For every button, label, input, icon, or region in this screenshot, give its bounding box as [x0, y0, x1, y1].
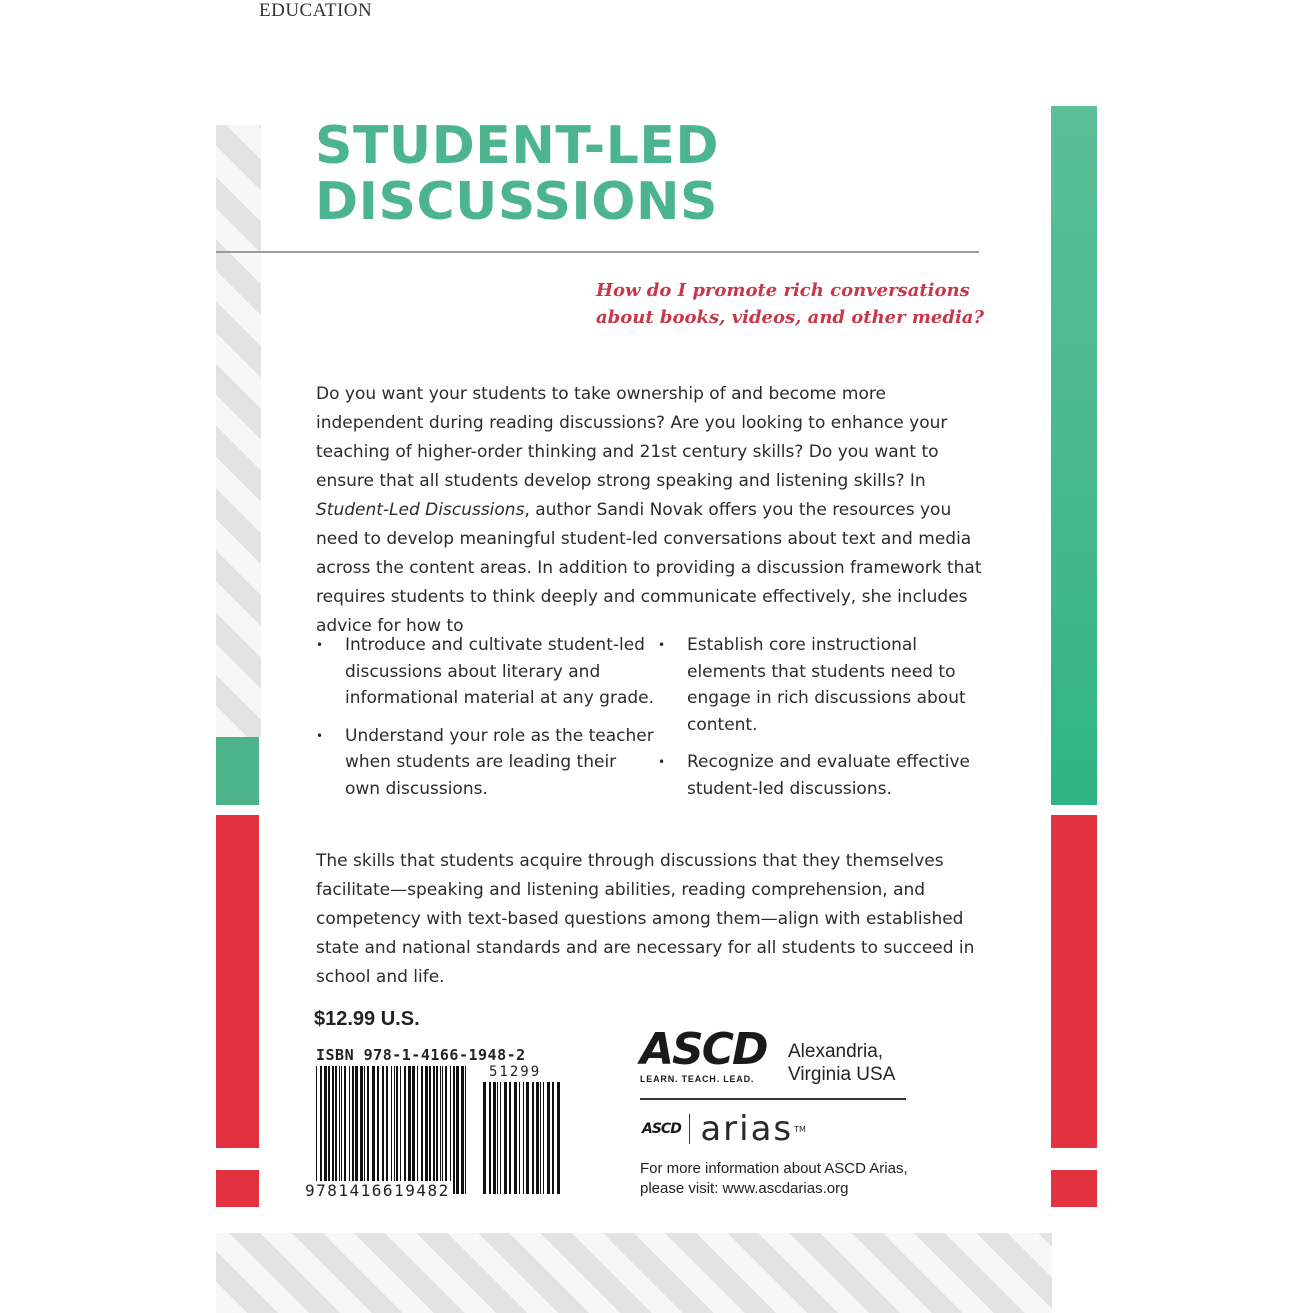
category-label: EDUCATION: [259, 0, 373, 21]
barcode-bar: [500, 1082, 501, 1194]
list-item: • Recognize and evaluate effective student-led discussions.: [658, 749, 998, 802]
tagline-question: [596, 277, 996, 331]
barcode-addon: [483, 1082, 560, 1194]
barcode-bar: [400, 1066, 401, 1194]
right-red-small-block: [1051, 1170, 1097, 1207]
list-item: • Understand your role as the teacher when students are leading their own discussions.: [316, 723, 656, 803]
barcode-bar: [523, 1082, 524, 1194]
list-item: • Establish core instructional elements that students need to engage in rich discussions about content.: [658, 632, 998, 738]
barcode-bar: [453, 1066, 455, 1194]
barcode-bar: [404, 1066, 406, 1194]
list-item: • Introduce and cultivate student-led discussions about literary and informational material at any grade.: [316, 632, 656, 712]
price-label: $12.99 U.S.: [314, 1008, 420, 1030]
bullet-list-left: [316, 632, 656, 813]
barcode-bar: [394, 1066, 395, 1194]
barcode-bar: [386, 1066, 388, 1194]
barcode-bar: [367, 1066, 369, 1194]
arias-logo: [642, 1109, 806, 1149]
arias-trademark: TM: [794, 1124, 806, 1134]
arias-ascd-mark: ASCD: [642, 1121, 681, 1137]
barcode-bar: [332, 1066, 334, 1194]
barcode-bar: [391, 1066, 392, 1194]
barcode-bar: [465, 1066, 466, 1194]
barcode-bar: [483, 1082, 486, 1194]
arias-wordmark: arias: [700, 1109, 794, 1149]
info-line-2: please visit: www.ascdarias.org: [640, 1180, 849, 1197]
bullet-list-right: [658, 632, 998, 813]
right-green-bar: [1051, 106, 1097, 805]
title-line-2: DISCUSSIONS: [315, 172, 718, 232]
question-line-2: about books, videos, and other media?: [596, 307, 985, 328]
barcode-bar: [372, 1066, 375, 1194]
barcode-bar: [339, 1066, 340, 1194]
barcode-main: [316, 1066, 468, 1194]
more-info-text: [640, 1159, 908, 1199]
barcode-bar: [504, 1082, 507, 1194]
logo-divider: [640, 1098, 906, 1100]
barcode-bar: [489, 1082, 491, 1194]
barcode-bar: [450, 1066, 451, 1194]
barcode-bar: [514, 1082, 517, 1194]
barcode-bar: [364, 1066, 365, 1194]
barcode-bar: [497, 1082, 498, 1194]
barcode-bar: [433, 1066, 435, 1194]
barcode-bar: [355, 1066, 358, 1194]
barcode-bar: [417, 1066, 418, 1194]
arias-divider: [689, 1114, 691, 1144]
intro-text-1: Do you want your students to take ownership of and become more independent during reading discussions? Are you looking to enhance your teaching of higher-order thinking and 21st century skills? Do you want to ensure that all students develop strong speaking and listening skills? In: [316, 384, 948, 491]
intro-paragraph: [316, 380, 991, 641]
barcode-bar: [536, 1082, 539, 1194]
barcode-bar: [377, 1066, 379, 1194]
barcode-bar: [493, 1082, 496, 1194]
barcode-bar: [445, 1066, 447, 1194]
ascd-tagline: LEARN. TEACH. LEAD.: [640, 1074, 755, 1084]
barcode-bar: [552, 1082, 554, 1194]
closing-paragraph: The skills that students acquire through discussions that they themselves facilitate—speaking and listening abilities, reading comprehension, and competency with text-based questions among them—align with established state and national standards and are necessary for all students to succeed in school and life.: [316, 851, 975, 987]
title-divider: [216, 251, 979, 253]
question-line-1: How do I promote rich conversations: [596, 280, 970, 301]
left-red-block: [216, 815, 259, 1148]
intro-book-title: Student-Led Discussions: [316, 500, 525, 520]
barcode-bar: [509, 1082, 511, 1194]
left-red-small-block: [216, 1170, 259, 1207]
ascd-logo: [640, 1024, 767, 1084]
barcode-bar: [335, 1066, 337, 1194]
barcode-bar: [526, 1082, 529, 1194]
publisher-location: [788, 1040, 895, 1086]
barcode-bar: [425, 1066, 428, 1194]
barcode-bar: [324, 1066, 327, 1194]
barcode-bar: [461, 1066, 464, 1194]
barcode-bar: [543, 1082, 544, 1194]
right-red-block: [1051, 815, 1097, 1148]
barcode-bar: [316, 1066, 317, 1194]
barcode-bar: [557, 1082, 560, 1194]
barcode-bar: [344, 1066, 346, 1194]
barcode-addon-digits: 51299: [489, 1064, 542, 1080]
bottom-stripe-panel: [216, 1233, 1052, 1313]
barcode-bar: [349, 1066, 350, 1194]
barcode-bar: [382, 1066, 384, 1194]
barcode-bar: [352, 1066, 354, 1194]
barcode-bar: [519, 1082, 520, 1194]
isbn-label: ISBN 978-1-4166-1948-2: [316, 1046, 526, 1064]
barcode-bar: [412, 1066, 415, 1194]
barcode-bar: [320, 1066, 322, 1194]
barcode-bar: [396, 1066, 398, 1194]
barcode-bar: [436, 1066, 438, 1194]
barcode-bar: [540, 1082, 541, 1194]
barcode-bar: [442, 1066, 443, 1194]
barcode-bar: [360, 1066, 363, 1194]
left-green-block: [216, 737, 259, 805]
barcode-bar: [328, 1066, 330, 1194]
barcode-bar: [440, 1066, 441, 1194]
left-stripe-panel: [216, 125, 261, 737]
title-line-1: STUDENT-LED: [315, 116, 720, 176]
barcode-bar: [429, 1066, 431, 1194]
barcode-digits: 9781416619482: [305, 1181, 450, 1200]
barcode-bar: [456, 1066, 459, 1194]
barcode-bar: [547, 1082, 550, 1194]
barcode-bar: [532, 1082, 534, 1194]
info-line-1: For more information about ASCD Arias,: [640, 1160, 908, 1177]
barcode-bar: [408, 1066, 411, 1194]
barcode-bar: [341, 1066, 342, 1194]
ascd-logo-word: ASCD: [640, 1024, 767, 1075]
intro-text-2: , author Sandi Novak offers you the resources you need to develop meaningful student-led conversations about text and media across the content areas. In addition to providing a discussion framework that requires students to think deeply and communicate effectively, she includes advice for how to: [316, 500, 982, 636]
barcode-bar: [421, 1066, 423, 1194]
city-line-2: Virginia USA: [788, 1064, 896, 1085]
book-title: [315, 118, 719, 230]
city-line-1: Alexandria,: [788, 1041, 884, 1062]
